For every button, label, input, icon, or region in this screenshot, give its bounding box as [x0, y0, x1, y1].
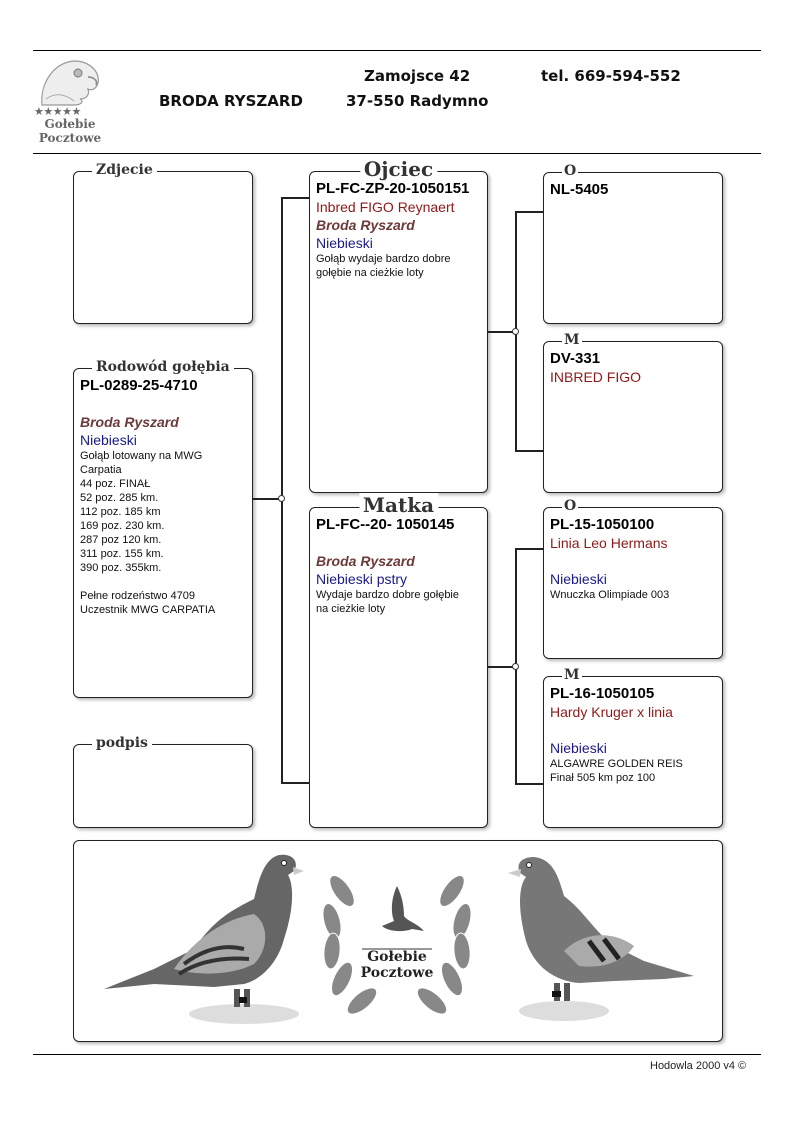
maternal-grandfather-desc-line: Wnuczka Olimpiade 003 — [550, 589, 670, 601]
connector-line — [281, 197, 283, 783]
father-description — [316, 252, 483, 280]
mother-color: Niebieski pstry — [316, 571, 408, 587]
pigeon-description — [80, 449, 248, 617]
footer-text: Hodowla 2000 v4 © — [650, 1060, 747, 1072]
connector-line — [488, 331, 515, 333]
maternal-grandfather-color: Niebieski — [550, 571, 607, 587]
pigeon-right-icon — [484, 851, 704, 1031]
pigeon-desc-line: 44 poz. FINAŁ — [80, 478, 151, 490]
address-line1: Zamojsce 42 — [364, 67, 471, 85]
breeder-name: BRODA RYSZARD — [159, 92, 303, 110]
father-breeder: Broda Ryszard — [316, 217, 415, 233]
paternal-grandfather-legend: O — [564, 163, 577, 179]
father-box — [309, 157, 488, 493]
connector-node — [512, 663, 519, 670]
paternal-grandmother-box — [543, 332, 723, 493]
signature-box-legend: podpis — [92, 734, 152, 752]
maternal-grandmother-description — [550, 757, 718, 785]
signature-box — [73, 735, 253, 828]
paternal-grandmother-legend: M — [564, 332, 580, 348]
maternal-grandfather-ring: PL-15-1050100 — [550, 516, 655, 533]
father-color: Niebieski — [316, 235, 373, 251]
father-ring-number: PL-FC-ZP-20-1050151 — [316, 180, 470, 197]
maternal-grandmother-ring: PL-16-1050105 — [550, 685, 655, 702]
connector-node — [278, 495, 285, 502]
maternal-grandmother-legend: M — [564, 667, 580, 683]
connector-line — [281, 197, 309, 199]
photo-box — [73, 162, 253, 324]
connector-line — [515, 211, 543, 213]
maternal-grandmother-color: Niebieski — [550, 740, 607, 756]
maternal-grandmother-desc-line: ALGAWRE GOLDEN REIS — [550, 758, 683, 770]
laurel-wreath-logo-icon — [312, 851, 482, 1031]
pigeon-desc-line: 52 poz. 285 km. — [80, 492, 159, 504]
maternal-grandfather-legend: O — [564, 498, 577, 514]
club-logo — [34, 55, 106, 147]
logo-text-line2: Pocztowe — [38, 131, 102, 145]
phone-number: tel. 669-594-552 — [541, 67, 681, 85]
father-name: Inbred FIGO Reynaert — [316, 199, 455, 215]
pigeon-desc-line: Pełne rodzeństwo 4709 — [80, 590, 195, 602]
mother-ring-number: PL-FC--20- 1050145 — [316, 516, 455, 533]
pigeon-desc-line: Uczestnik MWG CARPATIA — [80, 604, 216, 616]
pigeon-desc-line: Carpatia — [80, 464, 122, 476]
header-top-rule — [33, 50, 761, 51]
pigeon-color: Niebieski — [80, 432, 137, 448]
father-box-legend: Ojciec — [360, 157, 437, 181]
bottom-banner — [73, 840, 723, 1042]
pigeon-breeder: Broda Ryszard — [80, 414, 179, 430]
paternal-grandfather-box — [543, 163, 723, 324]
pigeon-ring-number: PL-0289-25-4710 — [80, 377, 198, 394]
logo-text-line1: Gołebie — [44, 117, 96, 131]
pigeon-desc-line: 287 poz 120 km. — [80, 534, 162, 546]
paternal-grandmother-name: INBRED FIGO — [550, 369, 642, 385]
pigeon-box-legend: Rodowód gołębia — [92, 358, 234, 376]
pigeon-desc-line: 311 poz. 155 km. — [80, 548, 164, 560]
connector-line — [515, 783, 543, 785]
pigeon-desc-line: 390 poz. 355km. — [80, 562, 162, 574]
header-bottom-rule — [33, 153, 761, 154]
connector-node — [512, 328, 519, 335]
pigeon-desc-line: 112 poz. 185 km — [80, 506, 161, 518]
maternal-grandfather-box — [543, 498, 723, 659]
footer-rule — [33, 1054, 761, 1055]
photo-box-legend: Zdjecie — [92, 161, 157, 179]
connector-line — [515, 450, 543, 452]
father-desc-line: gołębie na cieżkie loty — [316, 267, 424, 279]
connector-line — [515, 548, 543, 550]
pigeon-left-icon — [94, 849, 314, 1029]
paternal-grandfather-ring: NL-5405 — [550, 181, 609, 198]
connector-line — [253, 498, 281, 500]
connector-line — [281, 782, 309, 784]
connector-line — [488, 666, 515, 668]
mother-breeder: Broda Ryszard — [316, 553, 415, 569]
banner-logo-line2: Pocztowe — [360, 965, 434, 981]
maternal-grandmother-name: Hardy Kruger x linia — [550, 704, 673, 720]
mother-desc-line: na cieżkie loty — [316, 603, 386, 615]
mother-desc-line: Wydaje bardzo dobre gołębie — [316, 589, 459, 601]
banner-logo-line1: Gołebie — [367, 949, 427, 965]
father-desc-line: Gołąb wydaje bardzo dobre — [316, 253, 451, 265]
mother-box — [309, 493, 488, 828]
maternal-grandfather-name: Linia Leo Hermans — [550, 535, 668, 551]
paternal-grandmother-ring: DV-331 — [550, 350, 601, 367]
maternal-grandfather-description — [550, 588, 718, 602]
pigeon-box — [73, 359, 253, 698]
maternal-grandmother-box — [543, 667, 723, 828]
address-line2: 37-550 Radymno — [346, 92, 489, 110]
mother-description — [316, 588, 483, 616]
mother-box-legend: Matka — [359, 493, 438, 517]
pigeon-desc-line: 169 poz. 230 km. — [80, 520, 165, 532]
pigeon-desc-line: Gołąb lotowany na MWG — [80, 450, 203, 462]
logo-stars: ★★★★★ — [34, 106, 81, 118]
maternal-grandmother-desc-line: Finał 505 km poz 100 — [550, 772, 656, 784]
